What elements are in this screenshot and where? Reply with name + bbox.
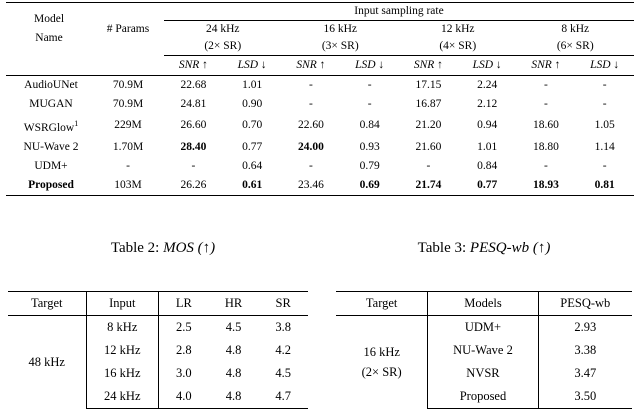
model-name: UDM+ xyxy=(34,159,68,172)
snr-value: - xyxy=(191,159,196,172)
hr-score: 4.8 xyxy=(225,343,242,357)
table-row xyxy=(6,138,634,157)
col-header-model-line1: Model xyxy=(33,13,65,26)
snr-value: 23.46 xyxy=(282,176,341,196)
metric-lsd-12k: LSD ↓ xyxy=(458,56,517,76)
model-params: - xyxy=(126,159,130,172)
model-params: 103M xyxy=(92,176,164,196)
table-row xyxy=(6,76,634,96)
input-rate: 8 kHz xyxy=(86,316,159,340)
rate-factor-12k: (4× SR) xyxy=(399,38,517,56)
lsd-value: 0.93 xyxy=(359,140,380,153)
snr-value: 18.93 xyxy=(517,176,576,196)
table-row xyxy=(8,316,308,340)
model-name: UDM+ xyxy=(428,316,538,340)
lr-score: 2.5 xyxy=(159,316,209,340)
sr-score: 4.2 xyxy=(275,343,291,357)
lr-score: 3.0 xyxy=(159,362,209,385)
snr-value: - xyxy=(543,159,548,172)
snr-value: 28.40 xyxy=(180,140,207,153)
pesq-score: 3.38 xyxy=(538,339,632,362)
target-rate: 48 kHz xyxy=(28,354,65,369)
col-header-target: Target xyxy=(336,292,428,316)
rate-group-16k: 16 kHz xyxy=(323,23,358,35)
table-3-caption-title: PESQ-wb (↑) xyxy=(469,240,551,256)
model-params: 229M xyxy=(114,119,142,132)
table-2-caption-prefix: Table 2: xyxy=(110,240,164,256)
model-name: AudioUNet xyxy=(24,79,78,91)
snr-value: - xyxy=(308,159,313,172)
metric-snr-24k: SNR ↑ xyxy=(164,56,223,76)
hr-score: 4.8 xyxy=(225,366,242,380)
lsd-value: 0.77 xyxy=(458,176,517,196)
model-params: 1.70M xyxy=(112,140,144,153)
pesq-score: 3.50 xyxy=(538,385,632,409)
lsd-value: 1.05 xyxy=(594,119,615,132)
model-name: MUGAN xyxy=(29,98,73,110)
lsd-value: 1.01 xyxy=(477,140,498,153)
pesq-score: 2.93 xyxy=(538,316,632,340)
metric-header xyxy=(6,56,92,76)
table-2 xyxy=(8,291,308,409)
lr-score: 4.0 xyxy=(159,385,209,409)
table-2-caption xyxy=(18,240,308,257)
snr-value: 24.81 xyxy=(180,98,207,110)
snr-value: 22.60 xyxy=(297,119,324,132)
table-row xyxy=(6,3,634,21)
col-header-hr: HR xyxy=(209,292,259,316)
model-name: WSRGlow$^1$ xyxy=(23,119,79,134)
lsd-value: 2.24 xyxy=(477,79,498,91)
model-name: NVSR xyxy=(428,362,538,385)
lsd-value: - xyxy=(602,98,607,110)
snr-value: - xyxy=(308,79,313,91)
table-1 xyxy=(6,2,634,196)
lsd-value: 0.79 xyxy=(359,159,380,172)
col-header-input-sampling-rate: Input sampling rate xyxy=(164,3,634,21)
lsd-value: 0.61 xyxy=(223,176,282,196)
model-params: 70.9M xyxy=(112,98,144,110)
lsd-value: 2.12 xyxy=(477,98,498,110)
table-row xyxy=(336,316,632,340)
hr-score: 4.5 xyxy=(225,320,242,334)
snr-value: - xyxy=(543,79,548,91)
table-3 xyxy=(336,291,632,409)
table-3-caption-prefix: Table 3: xyxy=(417,240,470,256)
target-rate-line2: (2× SR) xyxy=(361,365,402,380)
lr-score: 2.8 xyxy=(159,339,209,362)
input-rate: 16 kHz xyxy=(86,362,159,385)
table-row xyxy=(6,176,634,196)
rate-factor-8k: (6× SR) xyxy=(517,38,635,56)
snr-value: - xyxy=(543,98,548,110)
model-name: NU-Wave 2 xyxy=(428,339,538,362)
col-header-params: # Params xyxy=(92,3,164,56)
lsd-value: 0.81 xyxy=(575,176,634,196)
lsd-value: 0.90 xyxy=(242,98,263,110)
metric-snr-8k: SNR ↑ xyxy=(517,56,576,76)
table-3-caption xyxy=(336,240,632,257)
snr-value: 22.68 xyxy=(180,79,207,91)
lsd-value: - xyxy=(602,159,607,172)
sr-score: 4.7 xyxy=(258,385,308,409)
rate-factor-24k: (2× SR) xyxy=(164,38,282,56)
target-rate xyxy=(336,316,428,409)
model-name: Proposed xyxy=(428,385,538,409)
table-row xyxy=(6,157,634,176)
snr-value: 21.20 xyxy=(415,119,442,132)
rate-factor-16k: (3× SR) xyxy=(282,38,400,56)
mos-table xyxy=(8,291,308,409)
rate-group-8k: 8 kHz xyxy=(561,23,590,35)
snr-value: 21.60 xyxy=(415,140,442,153)
lsd-value: 1.14 xyxy=(594,140,615,153)
table-row xyxy=(6,56,634,76)
col-header-target: Target xyxy=(8,292,86,316)
metric-snr-12k: SNR ↑ xyxy=(399,56,458,76)
input-rate: 24 kHz xyxy=(86,385,159,409)
col-header-sr: SR xyxy=(258,292,308,316)
snr-value: 17.15 xyxy=(415,79,442,91)
snr-value: 26.26 xyxy=(164,176,223,196)
snr-value: 26.60 xyxy=(180,119,207,132)
pesq-score: 3.47 xyxy=(538,362,632,385)
model-params: 70.9M xyxy=(112,79,144,91)
col-header-model xyxy=(6,3,92,56)
model-name: NU-Wave 2 xyxy=(23,140,79,153)
lsd-value: 0.94 xyxy=(477,119,498,132)
results-table xyxy=(6,2,634,196)
col-header-lr: LR xyxy=(159,292,209,316)
table-row xyxy=(6,95,634,114)
table-row xyxy=(8,292,308,316)
snr-value: 18.60 xyxy=(532,119,559,132)
snr-value: - xyxy=(308,98,313,110)
lsd-value: - xyxy=(367,98,372,110)
col-header-pesq: PESQ-wb xyxy=(538,292,632,316)
snr-value: 24.00 xyxy=(297,140,324,153)
table-2-caption-title: MOS (↑) xyxy=(163,240,216,256)
footnote-marker: 1 xyxy=(74,119,79,128)
metric-lsd-8k: LSD ↓ xyxy=(575,56,634,76)
metric-header xyxy=(92,56,164,76)
snr-value: - xyxy=(426,159,431,172)
lsd-value: - xyxy=(602,79,607,91)
lsd-value: 0.77 xyxy=(242,140,263,153)
hr-score: 4.8 xyxy=(209,385,259,409)
col-header-input: Input xyxy=(86,292,159,316)
lsd-value: 1.01 xyxy=(242,79,263,91)
rate-group-12k: 12 kHz xyxy=(440,23,475,35)
col-header-model-line2: Name xyxy=(35,32,63,45)
lsd-value: 0.84 xyxy=(359,119,380,132)
target-rate-line1: 16 kHz xyxy=(363,345,400,360)
input-rate: 12 kHz xyxy=(86,339,159,362)
metric-lsd-24k: LSD ↓ xyxy=(223,56,282,76)
lsd-value: 0.84 xyxy=(477,159,498,172)
col-header-models: Models xyxy=(428,292,538,316)
snr-value: 16.87 xyxy=(415,98,442,110)
table-row xyxy=(6,114,634,138)
pesq-table xyxy=(336,291,632,409)
lsd-value: 0.69 xyxy=(340,176,399,196)
model-name: Proposed xyxy=(6,176,92,196)
sr-score: 3.8 xyxy=(275,320,291,334)
metric-lsd-16k: LSD ↓ xyxy=(340,56,399,76)
metric-snr-16k: SNR ↑ xyxy=(282,56,341,76)
rate-group-24k: 24 kHz xyxy=(205,23,240,35)
sr-score: 4.5 xyxy=(275,366,291,380)
lsd-value: - xyxy=(367,79,372,91)
lsd-value: 0.64 xyxy=(242,159,263,172)
lsd-value: 0.70 xyxy=(242,119,263,132)
snr-value: 18.80 xyxy=(532,140,559,153)
snr-value: 21.74 xyxy=(399,176,458,196)
table-row xyxy=(336,292,632,316)
